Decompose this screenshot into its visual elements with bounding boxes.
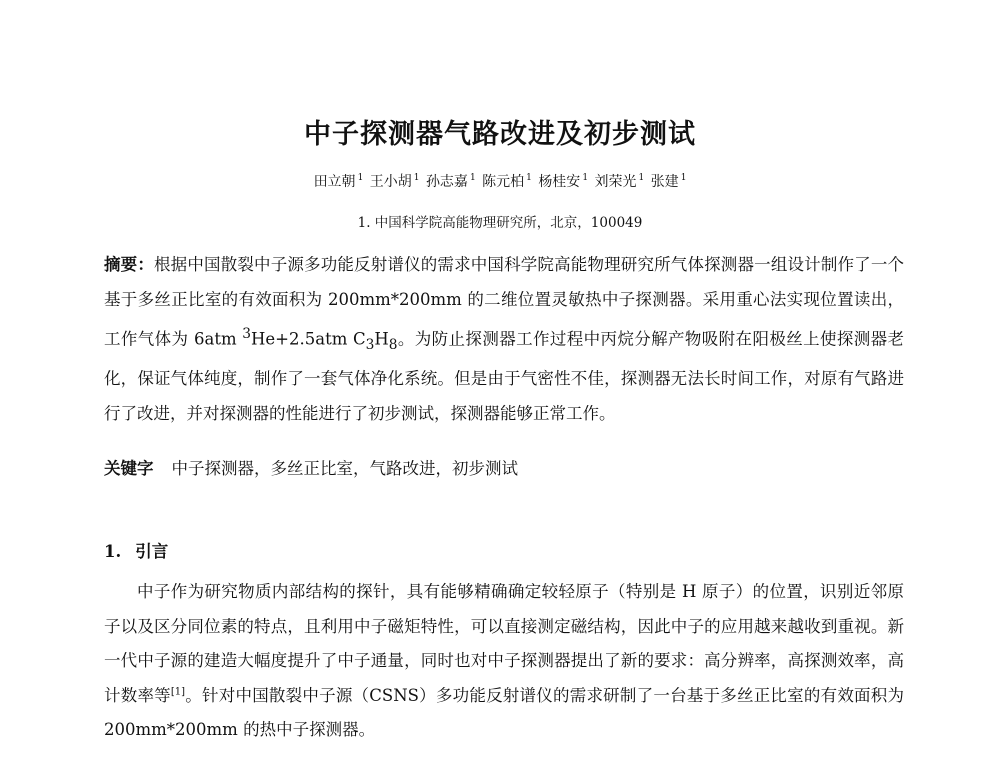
abstract xyxy=(104,248,904,431)
author-affiliation-mark: 1 xyxy=(357,173,364,184)
section-number: 1. xyxy=(104,542,122,561)
author xyxy=(314,171,364,191)
author-name: 张建 xyxy=(650,174,679,190)
abstract-text: 。为防止探测器工作过程中丙烷分解产物吸附在阳极丝上使探测器老化，保证气体纯度，制作了一套气体净化系统。但是由于气密性不佳，探测器无法长时间工作，对原有气路进行了改进，并对探测器的性能进行了初步测试，探测器能够正常工作。 xyxy=(104,329,904,423)
affiliation: 1. 中国科学院高能物理研究所，北京，100049 xyxy=(357,215,643,231)
keywords-label: 关键字 xyxy=(104,459,154,478)
author-name: 田立朝 xyxy=(313,174,356,190)
author-affiliation-mark: 1 xyxy=(526,173,532,184)
isotope-superscript: 3 xyxy=(242,326,252,342)
author xyxy=(595,171,645,191)
author-affiliation-mark: 1 xyxy=(638,173,645,184)
formula-subscript: 3 xyxy=(365,336,375,353)
keywords-text: 中子探测器，多丝正比室，气路改进，初步测试 xyxy=(171,459,518,478)
author-name: 孙志嘉 xyxy=(425,174,468,190)
author-name: 王小胡 xyxy=(369,174,412,190)
abstract-label: 摘要： xyxy=(104,255,155,274)
citation[interactable]: [1] xyxy=(170,686,186,697)
author-name: 刘荣光 xyxy=(594,174,637,190)
keywords xyxy=(104,455,904,479)
formula-subscript: 8 xyxy=(388,336,398,353)
author xyxy=(538,171,588,191)
abstract-text: H xyxy=(374,329,389,349)
author xyxy=(426,171,476,191)
author-list xyxy=(0,171,1000,191)
paragraph-text: 。针对中国散裂中子源（CSNS）多功能反射谱仪的需求研制了一台基于多丝正比室的有效面积为 200mm*200mm 的热中子探测器。 xyxy=(104,685,905,739)
section-title: 引言 xyxy=(135,542,169,561)
author-affiliation-mark: 1 xyxy=(469,173,476,184)
section-heading xyxy=(104,538,168,562)
paragraph-text: 中子作为研究物质内部结构的探针，具有能够精确确定较轻原子（特别是 H 原子）的位置，识别近邻原子以及区分同位素的特点，且利用中子磁矩特性，可以直接测定磁结构，因此中子的应用越来越收到重视。新一代中子源的建造大幅度提升了中子通量，同时也对中子探测器提出了新的要求：高分辨率，高探测效率，高计数率等 xyxy=(104,582,904,705)
author-affiliation-mark: 1 xyxy=(413,173,420,184)
author-name: 杨桂安 xyxy=(538,174,581,190)
author xyxy=(482,171,532,191)
paper-title: 中子探测器气路改进及初步测试 xyxy=(304,119,696,150)
author-affiliation-mark: 1 xyxy=(582,173,589,184)
abstract-text: 根据中国散裂中子源多功能反射谱仪的需求中国科学院高能物理研究所气体探测器一组设计制作了一个基于多丝正比室的有效面积为 200mm*200mm 的二维位置灵敏热中子探测器。采用重心法实现位置读出，工作气体为 6atm xyxy=(104,255,905,349)
author xyxy=(651,171,687,191)
author-affiliation-mark: 1 xyxy=(680,173,687,184)
introduction-paragraph xyxy=(104,575,904,748)
author xyxy=(370,171,420,191)
author-name: 陈元柏 xyxy=(482,174,525,190)
abstract-text: He+2.5atm C xyxy=(251,329,366,349)
